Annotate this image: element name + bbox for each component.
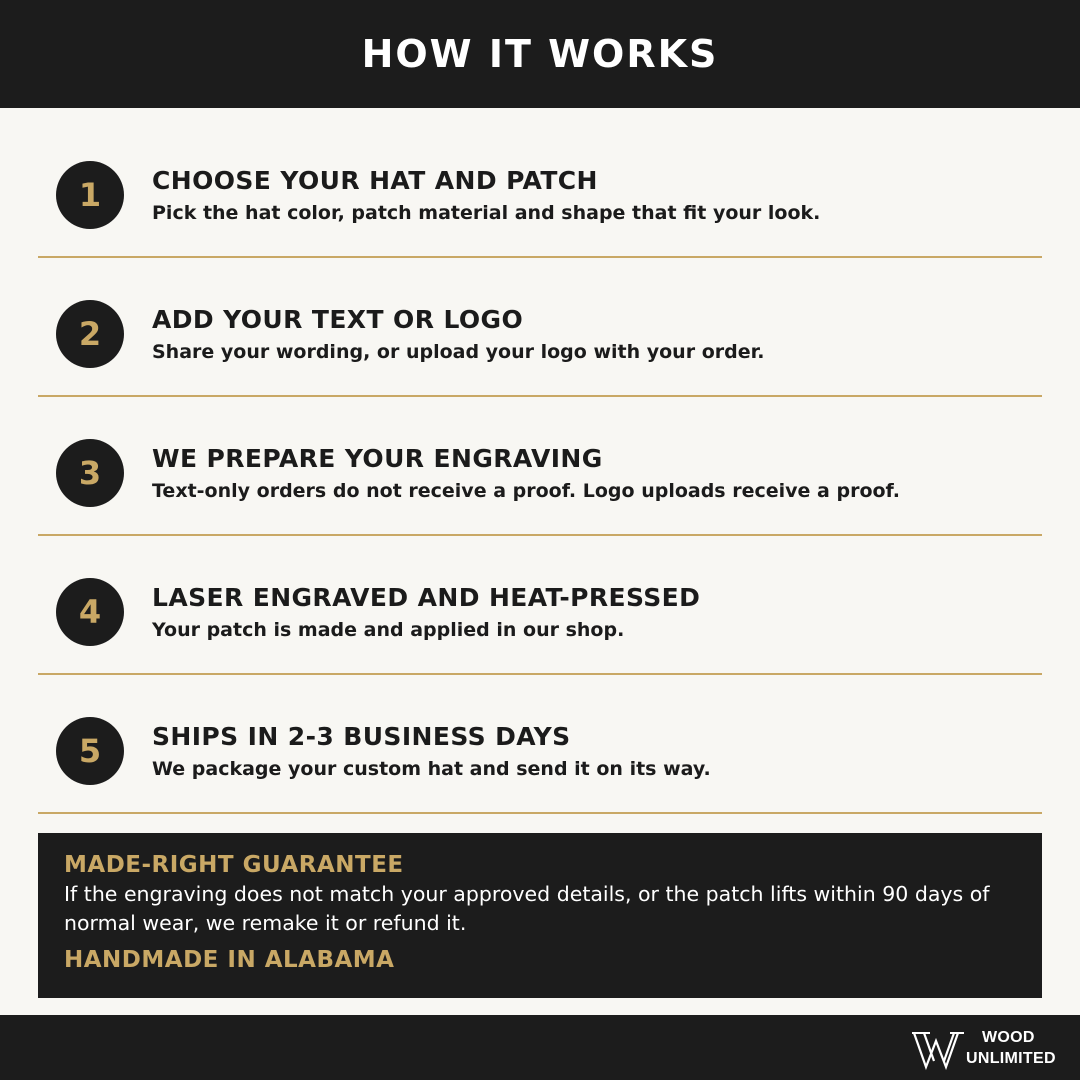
page-footer — [0, 1015, 1080, 1080]
step-number-badge: 4 — [56, 578, 124, 646]
step-item — [38, 536, 1042, 675]
step-description: Text-only orders do not receive a proof. Logo uploads receive a proof. — [152, 480, 900, 502]
step-title: WE PREPARE YOUR ENGRAVING — [152, 444, 603, 473]
page-title: HOW IT WORKS — [361, 32, 719, 76]
step-description: We package your custom hat and send it on its way. — [152, 758, 711, 780]
step-title: SHIPS IN 2-3 BUSINESS DAYS — [152, 722, 571, 751]
brand-name-line1: WOOD — [982, 1029, 1035, 1046]
step-item — [38, 258, 1042, 397]
step-title: CHOOSE YOUR HAT AND PATCH — [152, 166, 598, 195]
step-description: Share your wording, or upload your logo with your order. — [152, 341, 765, 363]
step-item — [38, 675, 1042, 814]
step-description: Pick the hat color, patch material and shape that fit your look. — [152, 202, 821, 224]
step-title: LASER ENGRAVED AND HEAT-PRESSED — [152, 583, 701, 612]
brand-name — [966, 1027, 1056, 1069]
step-number-badge: 1 — [56, 161, 124, 229]
w-monogram-logo-icon — [912, 1027, 968, 1071]
page-header — [0, 0, 1080, 108]
step-description: Your patch is made and applied in our shop. — [152, 619, 625, 641]
step-number-badge: 5 — [56, 717, 124, 785]
guarantee-subtitle: HANDMADE IN ALABAMA — [64, 947, 395, 973]
step-number-badge: 2 — [56, 300, 124, 368]
steps-list — [38, 119, 1042, 814]
step-number-badge: 3 — [56, 439, 124, 507]
guarantee-box — [38, 833, 1042, 998]
step-item — [38, 397, 1042, 536]
step-title: ADD YOUR TEXT OR LOGO — [152, 305, 524, 334]
brand-name-line2: UNLIMITED — [966, 1050, 1056, 1067]
guarantee-text: If the engraving does not match your approved details, or the patch lifts within 90 days of normal wear, we remake it or refund it. — [64, 882, 990, 935]
brand-logo — [912, 1025, 1054, 1073]
step-item — [38, 119, 1042, 258]
guarantee-title: MADE-RIGHT GUARANTEE — [64, 852, 404, 878]
